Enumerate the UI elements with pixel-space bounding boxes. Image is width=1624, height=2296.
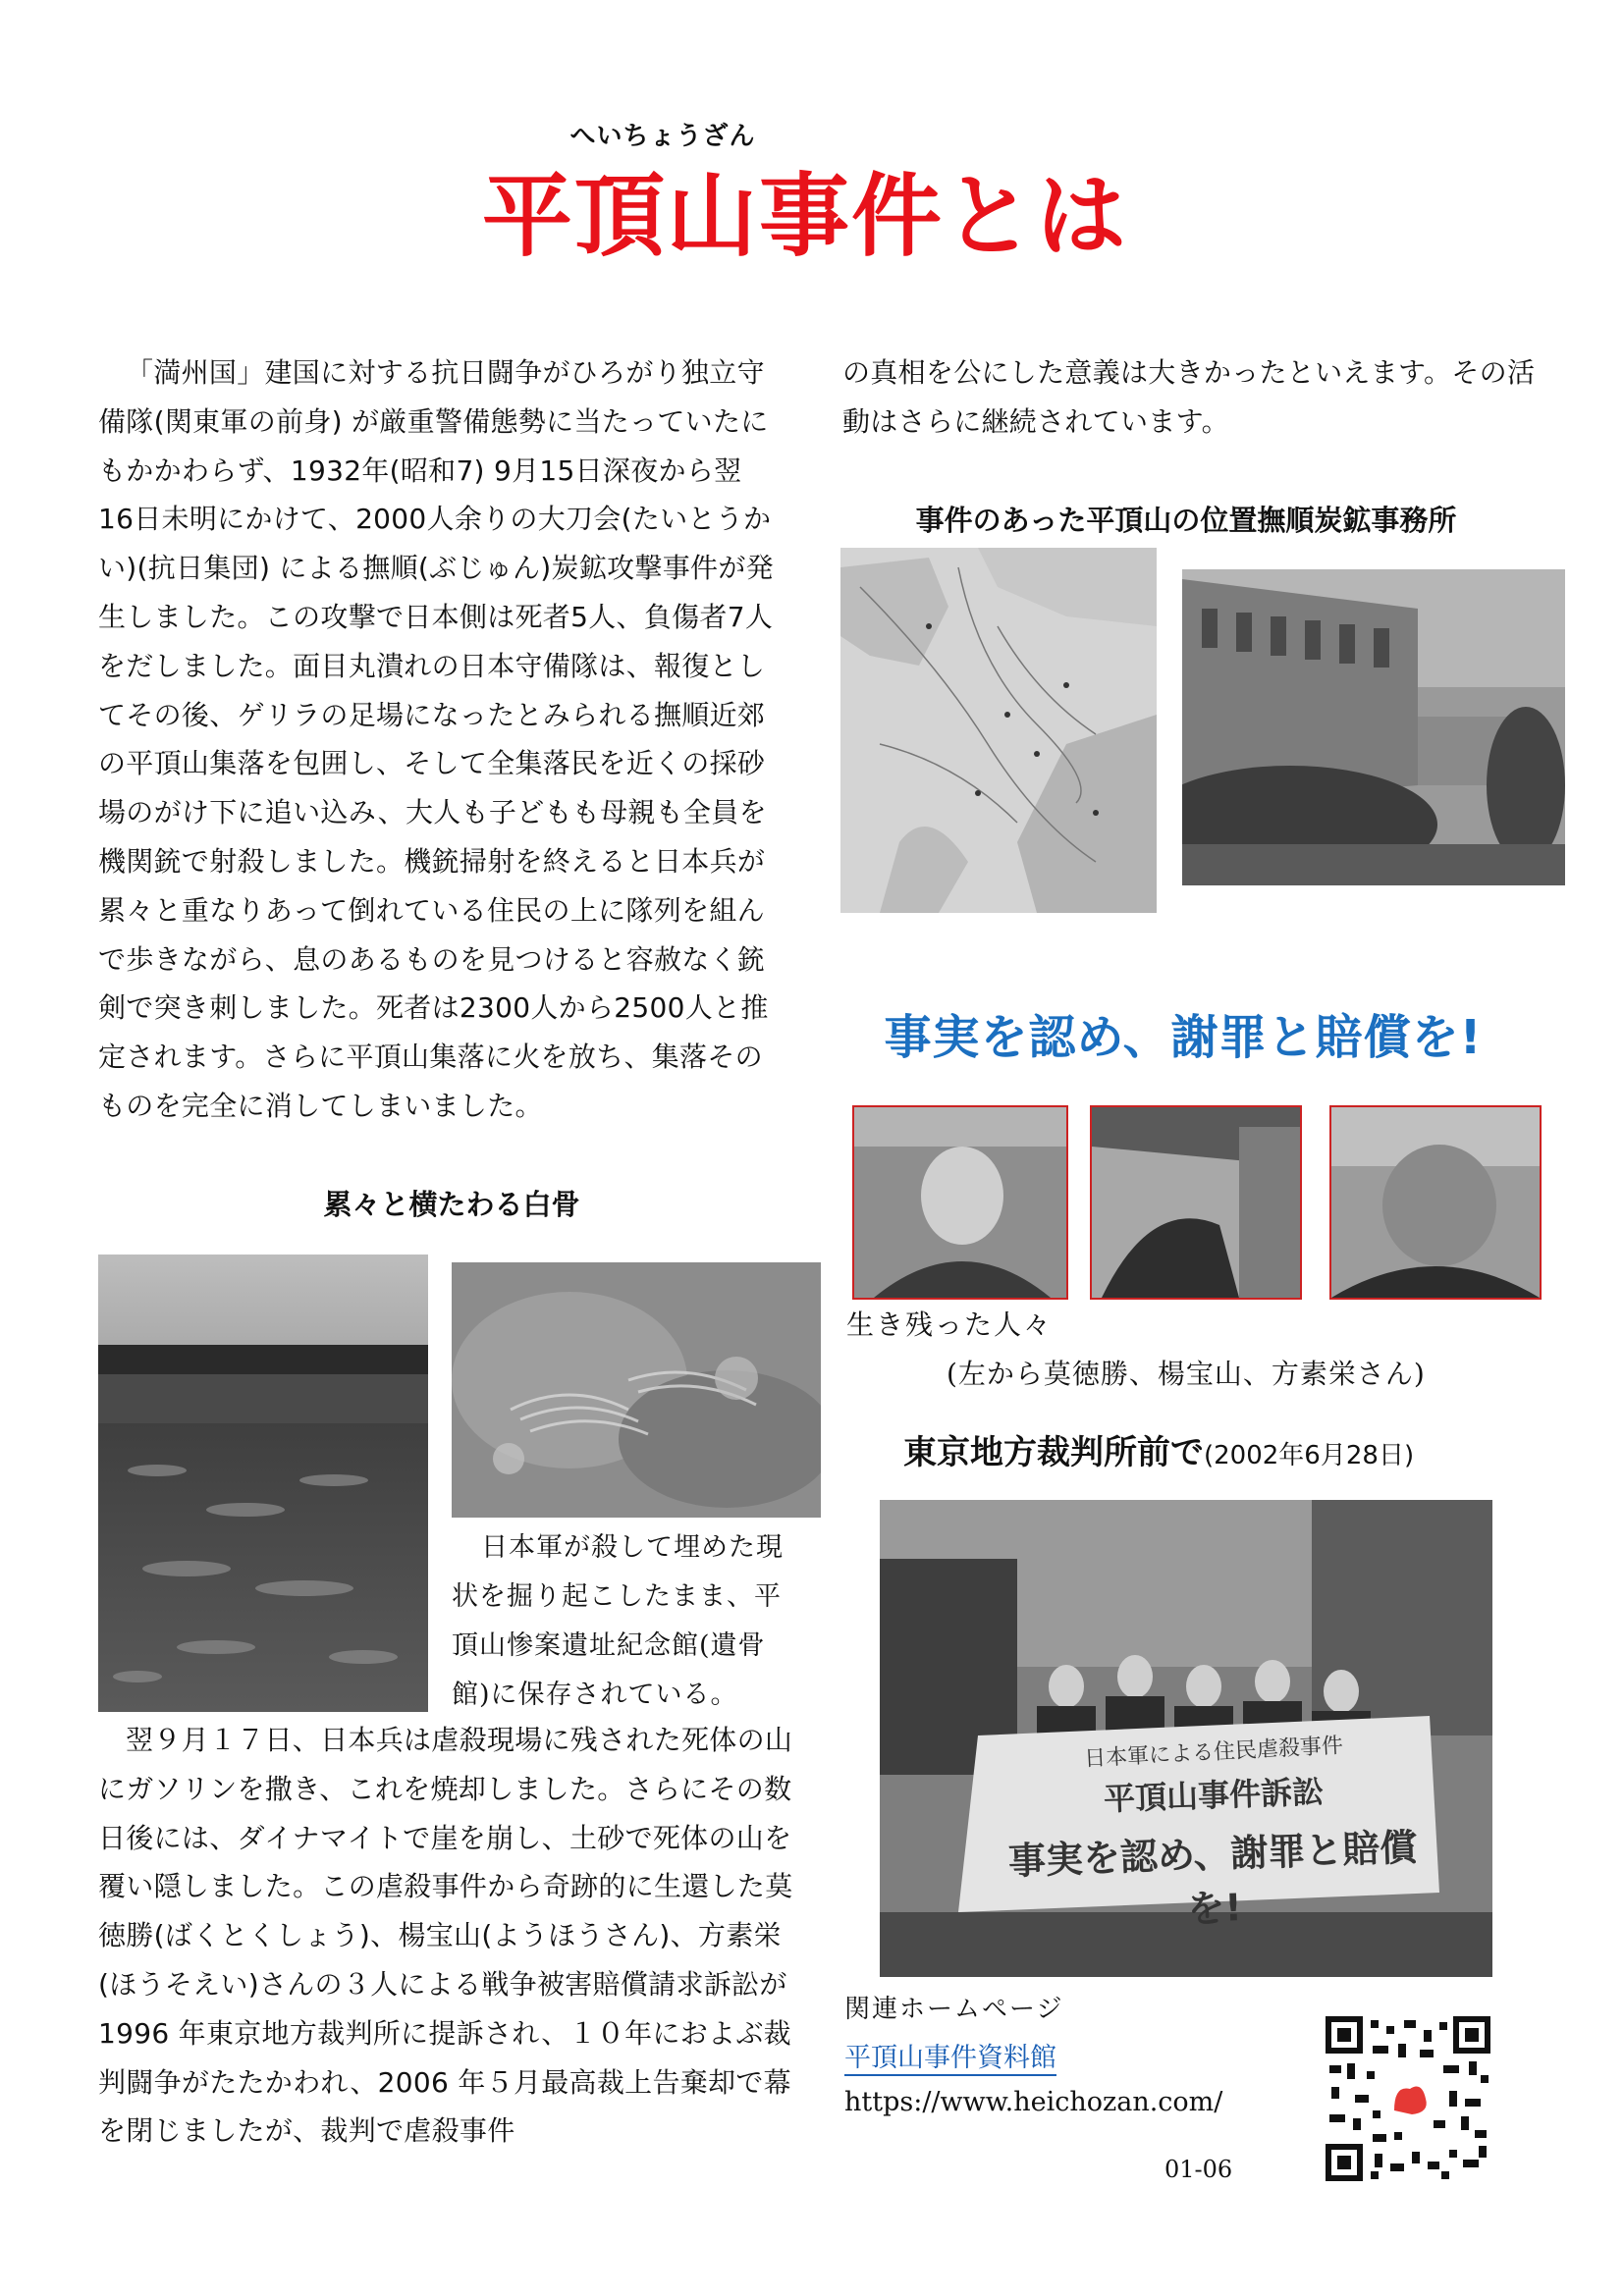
bones-heading: 累々と横たわる白骨 [323, 1188, 580, 1221]
banner-line-1: 日本軍による住民虐殺事件 [1083, 1734, 1344, 1772]
location-heading: 事件のあった平頂山の位置撫順炭鉱事務所 [915, 504, 1457, 537]
office-building-photo [1182, 569, 1565, 885]
court-heading-text: 東京地方裁判所前で [903, 1433, 1204, 1472]
court-heading [903, 1425, 1414, 1473]
court-date: (2002年6月28日) [1204, 1441, 1415, 1470]
survivor-photo-2 [1090, 1105, 1302, 1300]
related-link[interactable]: 平頂山事件資料館 [844, 2036, 1056, 2076]
map-image [840, 548, 1157, 913]
article-paragraph-2: 翌９月１７日、日本兵は虐殺現場に残された死体の山にガソリンを撒き、これを焼却しました。さらにその数日後には、ダイナマイトで崖を崩し、土砂で死体の山を覆い隠しました。この虐殺事件から奇跡的に生還した莫徳勝(ばくとくしょう)、楊宝山(ようほうさん)、方素栄(ほうそえい)さんの３人による戦争被害賠償請求訴訟が 1996 年東京地方裁判所に提訴され、１０年におよぶ裁判闘争がたたかわれ、2006 年５月最高裁上告棄却で幕を閉じましたが、裁判で虐殺事件 [98, 1724, 793, 2148]
article-paragraph-1: 「満州国」建国に対する抗日闘争がひろがり独立守備隊(関東軍の前身) が厳重警備態勢に当たっていたにもかかわらず、1932年(昭和7) 9月15日深夜から翌16日未明にかけて、2000人余りの大刀会(たいとうかい)(抗日集団) による撫順(ぶじゅん)炭鉱攻撃事件が発生しました。この攻撃で日本側は死者5人、負傷者7人をだしました。面目丸潰れの日本守備隊は、報復としてその後、ゲリラの足場になったとみられる撫順近郊の平頂山集落を包囲し、そして全集落民を近くの採砂場のがけ下に追い込み、大人も子どもも母親も全員を機関銃で射殺しました。機銃掃射を終えると日本兵が累々と重なりあって倒れている住民の上に隊列を組んで歩きながら、息のあるものを見つけると容赦なく銃剣で突き刺しました。死者は2300人から2500人と推定されます。さらに平頂山集落に火を放ち、集落そのものを完全に消してしまいました。 [98, 356, 774, 1122]
title-ruby: へいちょうざん [569, 122, 756, 151]
slogan-heading: 事実を認め、謝罪と賠償を! [884, 1010, 1483, 1065]
page-title: 平頂山事件とは [481, 164, 1128, 269]
survivors-names: (左から莫徳勝、楊宝山、方素栄さん) [947, 1358, 1426, 1390]
bones-photo-1 [98, 1255, 428, 1712]
survivors-caption: 生き残った人々 [846, 1308, 1054, 1341]
related-label: 関連ホームページ [844, 1995, 1064, 2024]
article-paragraph-3: の真相を公にした意義は大きかったといえます。その活動はさらに継続されています。 [842, 356, 1536, 438]
court-photo [880, 1500, 1492, 1977]
bones-caption: 日本軍が殺して埋めた現状を掘り起こしたまま、平頂山惨案遺址紀念館(遺骨館)に保存されている。 [452, 1532, 784, 1710]
bones-photo-2 [452, 1262, 821, 1518]
survivor-photo-1 [852, 1105, 1068, 1300]
page-number: 01-06 [1164, 2156, 1233, 2183]
banner-line-3: 事実を認め、謝罪と賠償を! [1007, 1825, 1419, 1931]
qr-code[interactable] [1326, 2016, 1490, 2181]
site-url[interactable]: https://www.heichozan.com/ [844, 2087, 1223, 2117]
survivor-photo-3 [1329, 1105, 1542, 1300]
banner-line-2: 平頂山事件訴訟 [1103, 1773, 1325, 1818]
